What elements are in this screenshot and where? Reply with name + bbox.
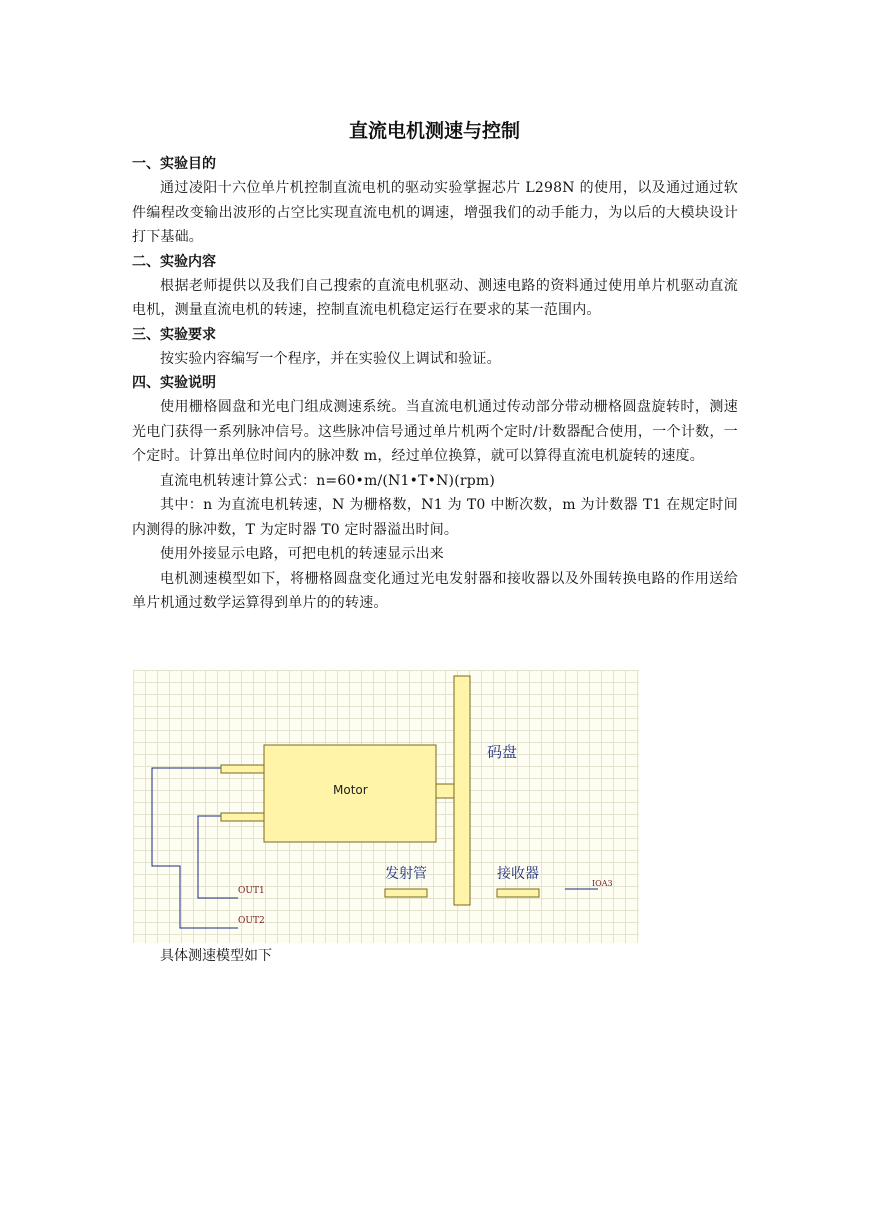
out1-label: OUT1 bbox=[238, 886, 265, 896]
paragraph: 电机测速模型如下，将栅格圆盘变化通过光电发射器和接收器以及外围转换电路的作用送给单片机通过数学运算得到单片的的转速。 bbox=[132, 570, 738, 611]
disk-label: 码盘 bbox=[487, 743, 518, 761]
figure-caption: 具体测速模型如下 bbox=[160, 948, 272, 964]
paragraph: 通过凌阳十六位单片机控制直流电机的驱动实验掌握芯片 L298N 的使用，以及通过通过软件编程改变输出波形的占空比实现直流电机的调速，增强我们的动手能力，为以后的大模块设计打下基础。 bbox=[132, 180, 738, 245]
emitter-label: 发射管 bbox=[385, 866, 427, 882]
paragraph: 其中：n 为直流电机转速，N 为栅格数，N1 为 T0 中断次数，m 为计数器 T1 在规定时间内测得的脉冲数，T 为定时器 T0 定时器溢出时间。 bbox=[132, 497, 738, 538]
formula-paragraph: 直流电机转速计算公式：n=60•m/(N1•T•N)(rpm) bbox=[160, 472, 496, 489]
document-title: 直流电机测速与控制 bbox=[348, 120, 520, 142]
code-disk bbox=[454, 676, 470, 905]
speed-measurement-diagram bbox=[133, 670, 639, 943]
wire-out2 bbox=[152, 768, 238, 928]
document-body bbox=[132, 152, 738, 616]
motor-label: Motor bbox=[333, 783, 368, 797]
out2-label: OUT2 bbox=[238, 916, 265, 926]
wire-out1 bbox=[198, 816, 238, 898]
section-heading-content: 二、实验内容 bbox=[132, 253, 216, 270]
paragraph: 使用栅格圆盘和光电门组成测速系统。当直流电机通过传动部分带动栅格圆盘旋转时，测速光电门获得一系列脉冲信号。这些脉冲信号通过单片机两个定时/计数器配合使用，一个计数，一个定时。计算出单位时间内的脉冲数 m，经过单位换算，就可以算得直流电机旋转的速度。 bbox=[132, 399, 738, 464]
diagram-drawing bbox=[133, 670, 639, 943]
section-heading-purpose: 一、实验目的 bbox=[132, 156, 216, 172]
motor-terminal-top bbox=[221, 765, 264, 773]
section-heading-explanation: 四、实验说明 bbox=[132, 375, 216, 391]
paragraph: 按实验内容编写一个程序，并在实验仪上调试和验证。 bbox=[160, 350, 501, 367]
receiver-label: 接收器 bbox=[497, 866, 539, 882]
paragraph: 根据老师提供以及我们自己搜索的直流电机驱动、测速电路的资料通过使用单片机驱动直流电机，测量直流电机的转速，控制直流电机稳定运行在要求的某一范围内。 bbox=[132, 277, 738, 318]
ioa3-label: IOA3 bbox=[592, 879, 613, 888]
receiver bbox=[497, 889, 539, 897]
section-heading-requirements: 三、实验要求 bbox=[132, 326, 216, 343]
motor-shaft bbox=[436, 784, 454, 798]
emitter bbox=[385, 889, 427, 897]
paragraph: 使用外接显示电路，可把电机的转速显示出来 bbox=[160, 546, 444, 562]
motor-terminal-bottom bbox=[221, 813, 264, 821]
